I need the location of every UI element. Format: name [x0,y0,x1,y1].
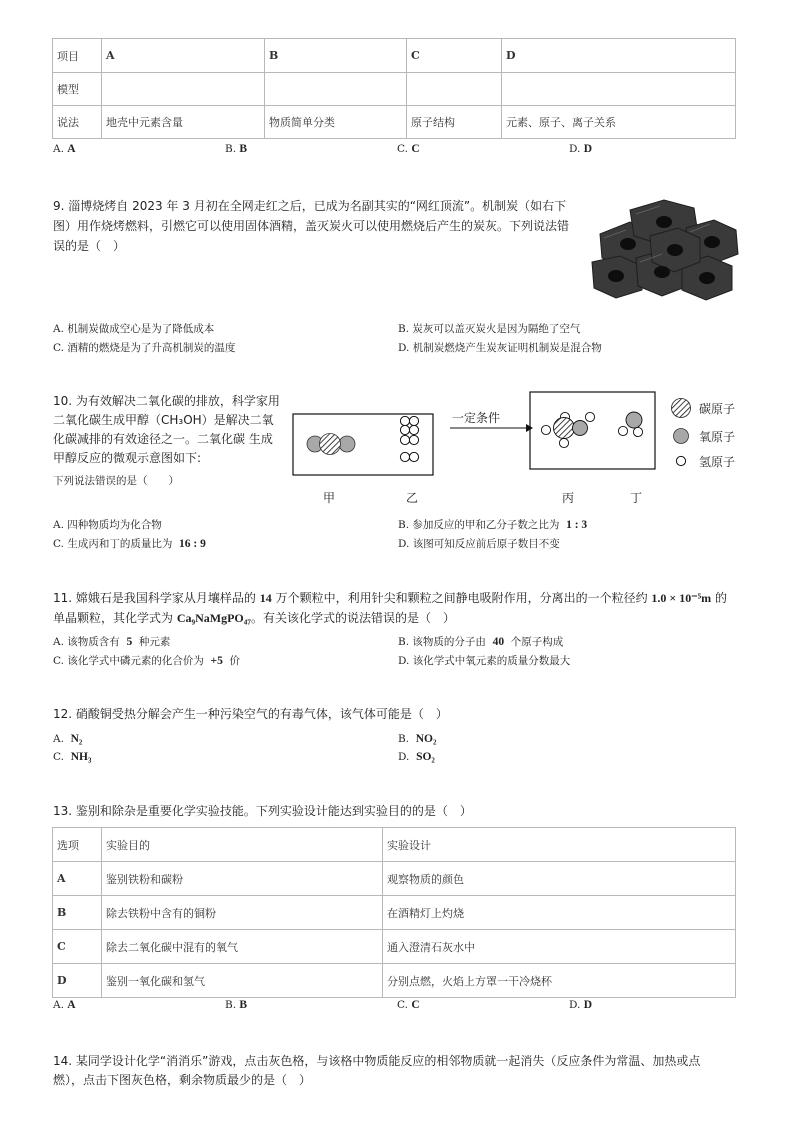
q13-row-b-option: B [53,896,102,930]
water-molecule [618,412,642,437]
q13-header-design: 实验设计 [383,828,736,862]
hydrogen-atom-icon [676,456,685,465]
table-row [53,862,736,896]
q8-model-d [502,73,736,106]
legend [672,399,736,470]
q8-row-model-label: 模型 [53,73,102,106]
q13-option-a[interactable]: A. A [53,999,76,1011]
q8-option-d[interactable]: D. D [569,143,593,155]
q8-model-c [407,73,502,106]
label-bing: 丙 [562,491,575,505]
legend-oxygen: 氧原子 [699,430,736,444]
q8-desc-b: 物质简单分类 [265,106,407,139]
legend-hydrogen: 氢原子 [699,455,736,469]
q9-line2: 图）用作烧烤燃料，引燃它可以使用固体酒精，盖灭炭火可以使用燃烧后产生的炭灰。下列说法错 [53,219,570,233]
q9-line3: 误的是（ ） [53,239,126,253]
q13-option-c[interactable]: C. C [397,999,420,1011]
q8-desc-c: 原子结构 [407,106,502,139]
q8-header-a: A [102,39,265,73]
q13-row-b-goal: 除去铁粉中含有的铜粉 [102,896,383,930]
q12-option-c[interactable]: C. NH₃ [53,751,92,763]
label-ding: 丁 [630,491,643,505]
condition-label: 一定条件 [452,411,501,425]
q9-option-a[interactable]: A. 机制炭做成空心是为了降低成本 [53,323,215,335]
label-jia: 甲 [323,491,336,505]
q11-line1: 11. 嫦娥石是我国科学家从月壤样品的 14 万个颗粒中，利用针尖和颗粒之间静电吸附作用，分离出的一个粒径约 1.0 × 10⁻⁵m 的 [53,591,728,605]
q8-header-item: 项目 [53,39,102,73]
q13-stem: 13. 鉴别和除杂是重要化学实验技能。下列实验设计能达到实验目的的是（ ） [53,804,472,818]
q10-stem [53,392,288,467]
q13-row-c-goal: 除去二氧化碳中混有的氧气 [102,930,383,964]
legend-carbon: 碳原子 [699,402,736,416]
q11-stem [53,589,743,627]
q9-option-c[interactable]: C. 酒精的燃烧是为了升高机制炭的温度 [53,342,236,354]
q10-option-d[interactable]: D. 该图可知反应前后原子数目不变 [398,538,560,550]
q12-option-b[interactable]: B. NO₂ [398,733,437,745]
q13-row-a-option: A [53,862,102,896]
q10-prompt: 下列说法错误的是（ ） [53,475,179,487]
q8-options [53,143,743,155]
label-yi: 乙 [406,491,419,505]
q8-model-a [102,73,265,106]
table-row [53,930,736,964]
q13-options [53,999,743,1011]
q13-row-c-design: 通入澄清石灰水中 [383,930,736,964]
q8-desc-d: 元素、原子、离子关系 [502,106,736,139]
q8-option-b[interactable]: B. B [225,143,248,155]
q8-option-c[interactable]: C. C [397,143,420,155]
q8-model-b [265,73,407,106]
q8-option-a[interactable]: A. A [53,143,76,155]
q9-option-d[interactable]: D. 机制炭燃烧产生炭灰证明机制炭是混合物 [398,342,602,354]
q8-desc-a: 地壳中元素含量 [102,106,265,139]
q8-header-c: C [407,39,502,73]
q11-line2: 单晶颗粒，其化学式为 Ca₉NaMgPO₄₇。有关该化学式的说法错误的是（ ） [53,611,455,625]
methanol-molecule [541,412,594,447]
h2-molecules [400,416,418,461]
q13-header-goal: 实验目的 [102,828,383,862]
q13-header-option: 选项 [53,828,102,862]
q10-reaction-diagram [290,388,750,508]
q10-line1: 10. 为有效解决二氧化碳的排放，科学家用 [53,394,280,408]
q13-row-a-goal: 鉴别铁粉和碳粉 [102,862,383,896]
q13-option-d[interactable]: D. D [569,999,593,1011]
q14-line2: 燃），点击下图灰色格，剩余物质最少的是（ ） [53,1073,312,1087]
carbon-atom-icon [672,399,691,418]
q10-line4: 甲醇反应的微观示意图如下: [53,451,202,465]
q11-option-d[interactable]: D. 该化学式中氧元素的质量分数最大 [398,655,571,667]
oxygen-atom-icon [674,429,689,444]
q14-stem [53,1052,743,1089]
q13-row-d-goal: 鉴别一氧化碳和氢气 [102,964,383,998]
q10-option-b[interactable]: B. 参加反应的甲和乙分子数之比为 1 : 3 [398,519,588,531]
q13-row-a-design: 观察物质的颜色 [383,862,736,896]
q12-stem: 12. 硝酸铜受热分解会产生一种污染空气的有毒气体，该气体可能是（ ） [53,707,448,721]
q13-row-b-design: 在酒精灯上灼烧 [383,896,736,930]
table-row [53,896,736,930]
table-row [53,964,736,998]
q11-option-b[interactable]: B. 该物质的分子由 40 个原子构成 [398,636,564,648]
q9-option-b[interactable]: B. 炭灰可以盖灭炭火是因为隔绝了空气 [398,323,581,335]
q13-option-b[interactable]: B. B [225,999,248,1011]
co2-molecule [307,434,355,455]
q13-row-d-option: D [53,964,102,998]
charcoal-image [590,194,742,306]
q10-option-c[interactable]: C. 生成丙和丁的质量比为 16 : 9 [53,538,206,550]
q8-header-b: B [265,39,407,73]
q12-option-d[interactable]: D. SO₂ [398,751,435,763]
q8-row-desc-label: 说法 [53,106,102,139]
q11-option-c[interactable]: C. 该化学式中磷元素的化合价为 +5 价 [53,655,241,667]
q13-table [52,827,736,998]
q11-option-a[interactable]: A. 该物质含有 5 种元素 [53,636,171,648]
q8-header-d: D [502,39,736,73]
q10-line3: 化碳减排的有效途径之一。二氧化碳 生成 [53,432,273,446]
q14-line1: 14. 某同学设计化学“消消乐”游戏，点击灰色格，与该格中物质能反应的相邻物质就一起消失（反应条件为常温、加热或点 [53,1054,701,1068]
q10-option-a[interactable]: A. 四种物质均为化合物 [53,519,162,531]
q12-option-a[interactable]: A. N₂ [53,733,83,745]
q9-line1: 9. 淄博烧烤自 2023 年 3 月初在全网走红之后，已成为名副其实的“网红顶流”。机制炭（如右下 [53,199,567,213]
q13-row-d-design: 分别点燃，火焰上方罩一干冷烧杯 [383,964,736,998]
q8-table [52,38,736,139]
q10-line2: 二氧化碳生成甲醇（CH₃OH）是解决二氧 [53,413,274,427]
q9-stem [53,197,583,255]
q13-row-c-option: C [53,930,102,964]
